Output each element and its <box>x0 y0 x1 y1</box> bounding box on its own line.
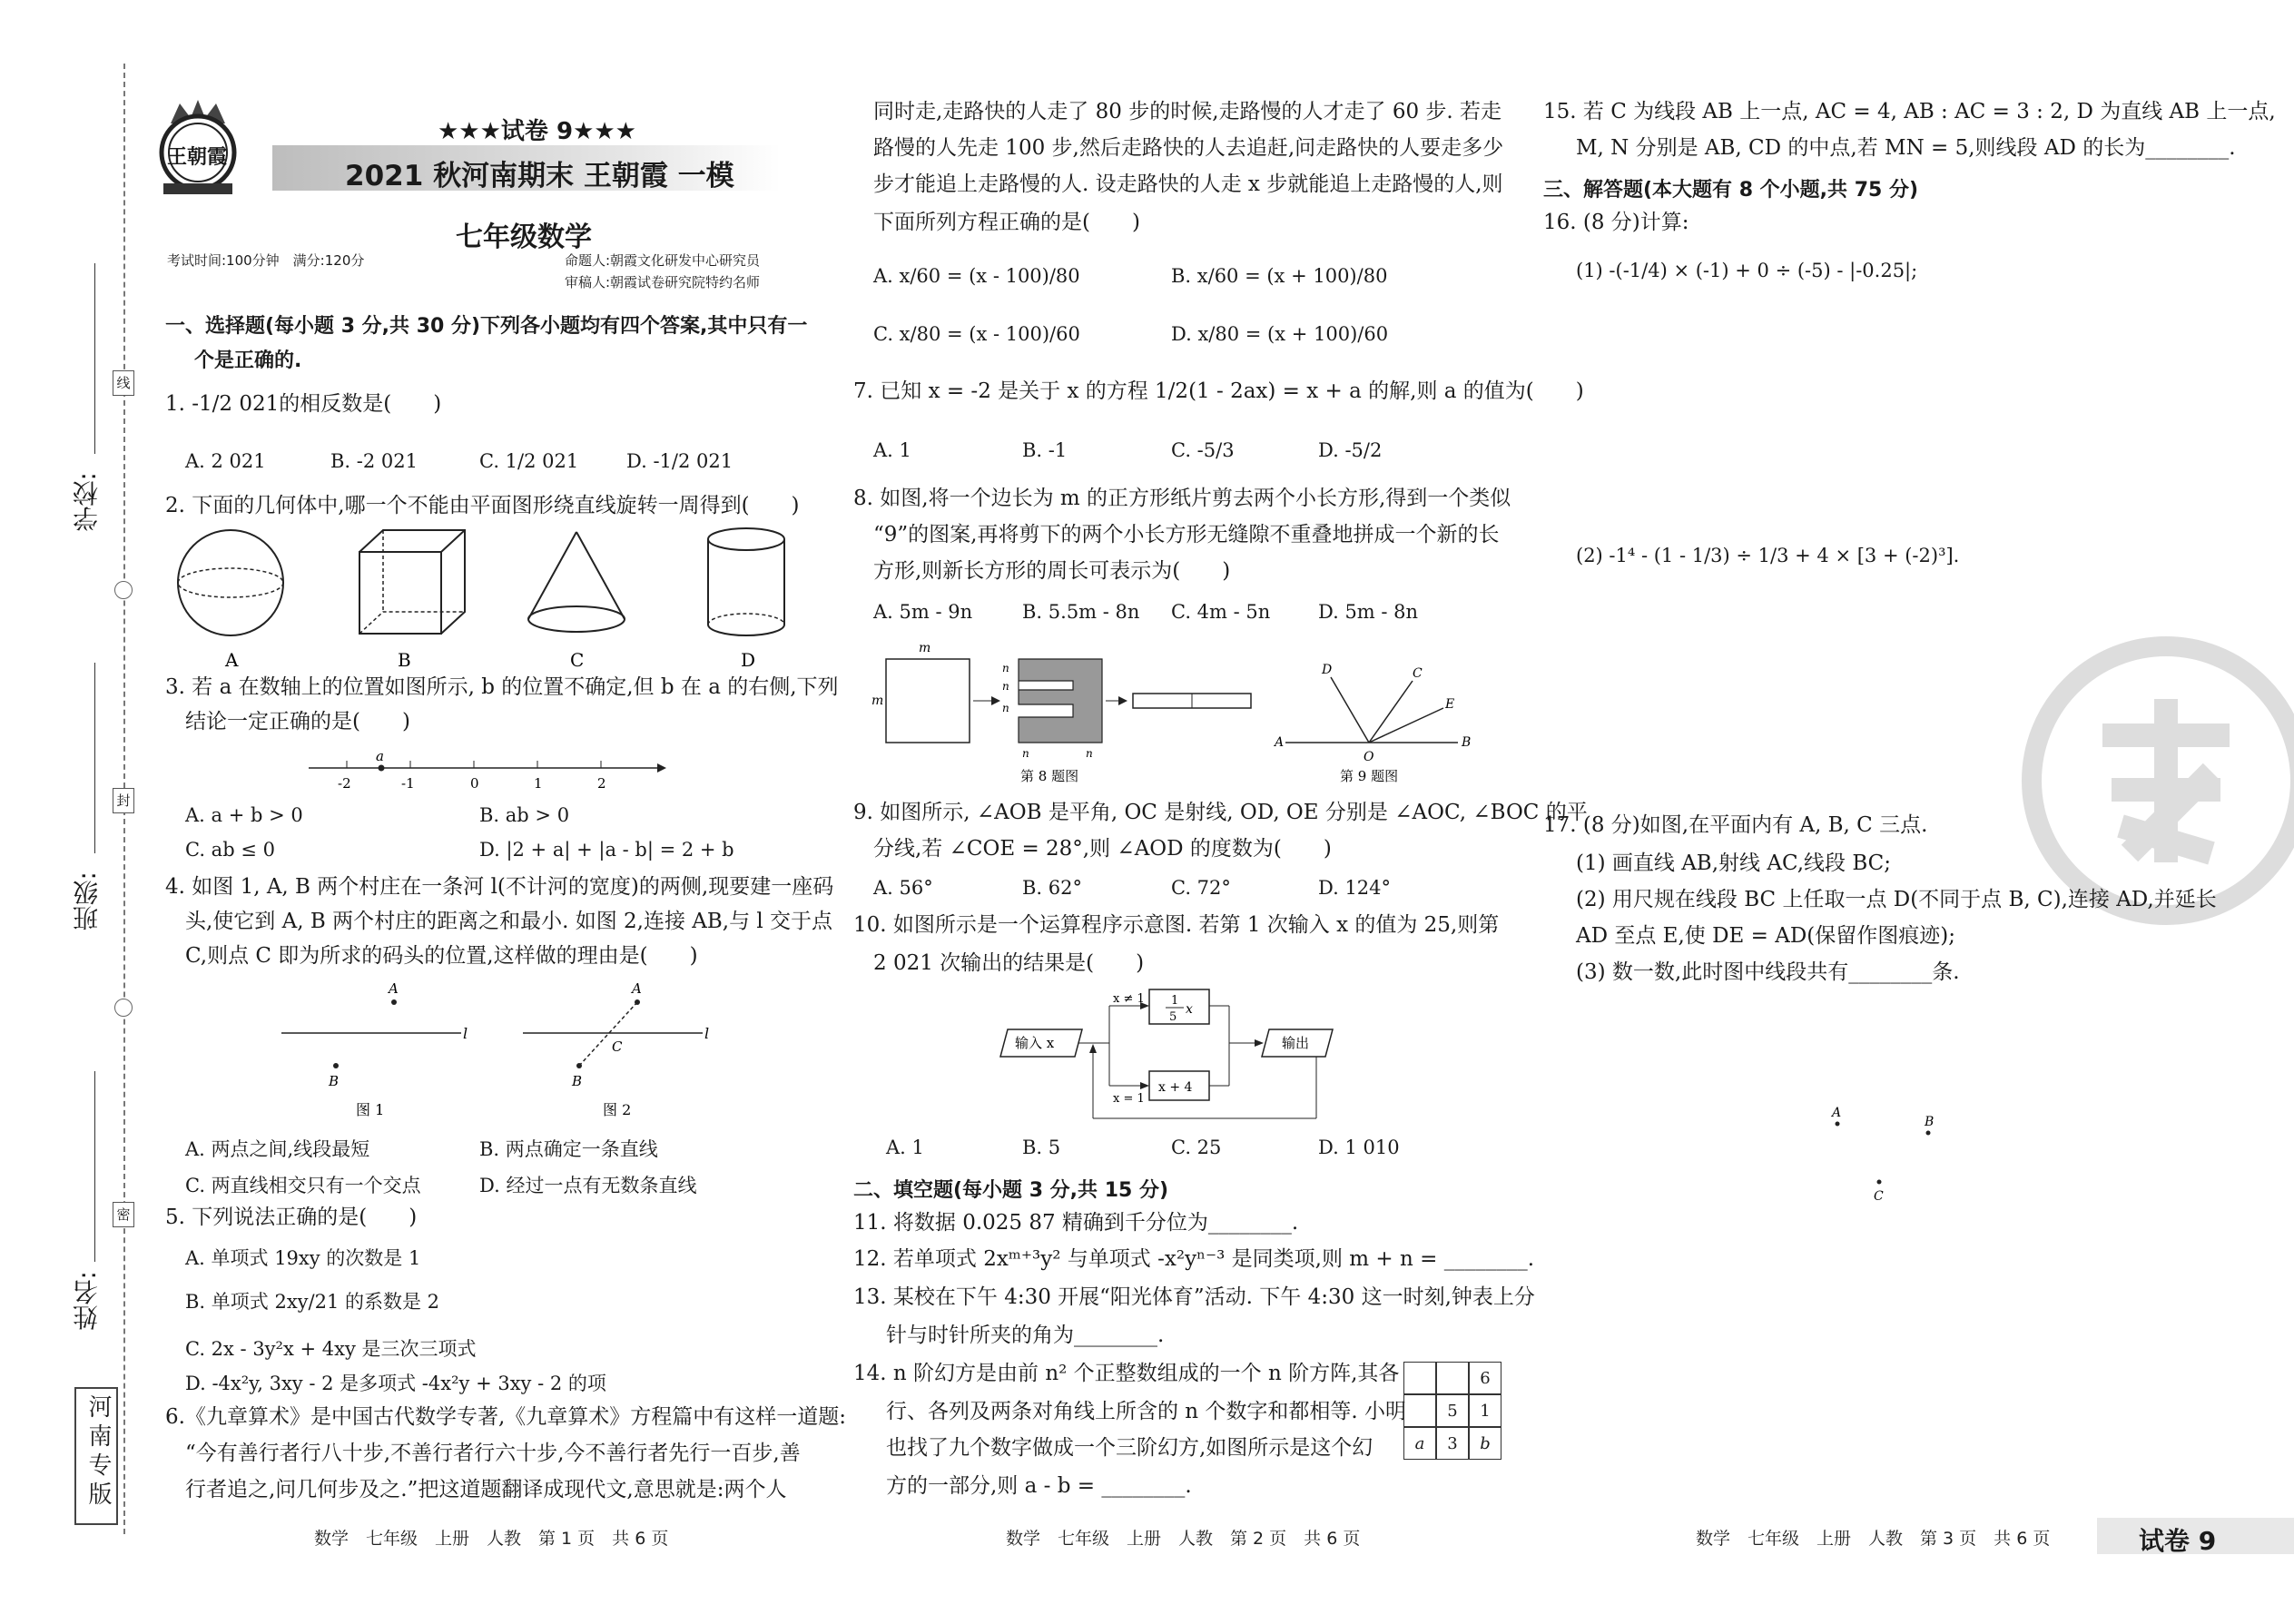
binding-hole-icon <box>114 581 133 599</box>
binding-hole-icon <box>114 999 133 1017</box>
q7-option-c[interactable]: C. -5/3 <box>1171 439 1235 461</box>
q13-line-1: 13. 某校在下午 4:30 开展“阳光体育”活动. 下午 4:30 这一时刻,钟表上分 <box>853 1285 1535 1309</box>
magic-cell: b <box>1469 1427 1501 1460</box>
q2-label-c: C <box>570 649 585 671</box>
q17-part-3: (3) 数一数,此时图中线段共有________条. <box>1576 960 1960 984</box>
magic-cell <box>1436 1362 1469 1394</box>
q1-option-a[interactable]: A. 2 021 <box>185 450 266 472</box>
q4-option-a[interactable]: A. 两点之间,线段最短 <box>185 1138 370 1160</box>
q17-point-label: B <box>1925 1115 1935 1129</box>
q8-line-1: 8. 如图,将一个边长为 m 的正方形纸片剪去两个小长方形,得到一个类似 <box>853 487 1511 510</box>
q11: 11. 将数据 0.025 87 精确到千分位为________. <box>853 1211 1299 1235</box>
q15-line-2: M, N 分别是 AB, CD 的中点,若 MN = 5,则线段 AD 的长为________. <box>1576 136 2236 160</box>
q14-line-4: 方的一部分,则 a - b = ________. <box>886 1474 1192 1498</box>
seal-feng: 封 <box>113 788 134 813</box>
q4-stem-1: 4. 如图 1, A, B 两个村庄在一条河 l(不计河的宽度)的两侧,现要建一座码 <box>165 875 834 899</box>
q6-line-3: 行者追之,问几何步及之.”把这道题翻译成现代文,意思就是:两个人 <box>185 1478 787 1501</box>
svg-text:n: n <box>1086 747 1093 760</box>
author-info: 命题人:朝霞文化研发中心研究员 <box>565 252 761 269</box>
q5-option-a[interactable]: A. 单项式 19xy 的次数是 1 <box>185 1247 421 1269</box>
q10-option-d[interactable]: D. 1 010 <box>1318 1137 1400 1158</box>
section1-title-cont: 个是正确的. <box>194 349 302 372</box>
q10-option-a[interactable]: A. 1 <box>886 1137 924 1158</box>
q10-op-2: x + 4 <box>1158 1080 1193 1095</box>
svg-text:C: C <box>612 1038 623 1055</box>
q3-tick-label: -2 <box>338 775 351 792</box>
section1-title: 一、选择题(每小题 3 分,共 30 分)下列各小题均有四个答案,其中只有一 <box>165 315 808 338</box>
point-a-dot <box>379 765 385 772</box>
q1-option-b[interactable]: B. -2 021 <box>330 450 418 472</box>
q9-line-2: 分线,若 ∠COE = 28°,则 ∠AOD 的度数为( ) <box>873 837 1332 861</box>
q8-option-c[interactable]: C. 4m - 5n <box>1171 601 1271 623</box>
q14-line-1: 14. n 阶幻方是由前 n² 个正整数组成的一个 n 阶方阵,其各 <box>853 1362 1400 1385</box>
seal-xian: 线 <box>113 370 134 396</box>
q6-option-a[interactable]: A. x/60 = (x - 100)/80 <box>873 265 1080 287</box>
footer-page-2: 数学 七年级 上册 人教 第 2 页 共 6 页 <box>1006 1529 1361 1549</box>
q3-option-b[interactable]: B. ab > 0 <box>479 804 570 826</box>
svg-text:n: n <box>1002 662 1009 674</box>
magic-cell: 6 <box>1469 1362 1501 1394</box>
svg-text:O: O <box>1364 750 1374 764</box>
q7-stem: 7. 已知 x = -2 是关于 x 的方程 1/2(1 - 2ax) = x + a 的解,则 a 的值为( ) <box>853 379 1584 403</box>
magic-cell: 5 <box>1436 1394 1469 1427</box>
svg-text:n: n <box>1002 680 1009 693</box>
q16-part-1: (1) -(-1/4) × (-1) + 0 ÷ (-5) - |-0.25|; <box>1576 260 1918 281</box>
q3-option-d[interactable]: D. |2 + a| + |a - b| = 2 + b <box>479 839 734 861</box>
magic-cell: 1 <box>1469 1394 1501 1427</box>
q14-magic-square <box>1403 1362 1501 1460</box>
q4-stem-3: C,则点 C 即为所求的码头的位置,这样做的理由是( ) <box>185 944 698 968</box>
q5-option-d[interactable]: D. -4x²y, 3xy - 2 是多项式 -4x²y + 3xy - 2 的项 <box>185 1373 606 1394</box>
sphere-icon <box>178 530 283 635</box>
svg-text:C: C <box>1413 666 1423 681</box>
exam-info: 考试时间:100分钟 满分:120分 <box>167 252 365 269</box>
q12: 12. 若单项式 2xᵐ⁺³y² 与单项式 -x²yⁿ⁻³ 是同类项,则 m + n = ________. <box>853 1247 1535 1271</box>
q10-option-b[interactable]: B. 5 <box>1022 1137 1061 1158</box>
q6-option-d[interactable]: D. x/80 = (x + 100)/60 <box>1171 323 1389 345</box>
q4-option-c[interactable]: C. 两直线相交只有一个交点 <box>185 1175 421 1196</box>
q14-line-2: 行、各列及两条对角线上所含的 n 个数字和都相等. 小明 <box>886 1400 1407 1423</box>
paper-title: 2021 秋河南期末 王朝霞 一模 <box>345 160 734 192</box>
svg-text:m: m <box>919 641 931 655</box>
svg-text:B: B <box>1462 735 1472 750</box>
q6-option-b[interactable]: B. x/60 = (x + 100)/80 <box>1171 265 1388 287</box>
q4-fig1-caption: 图 1 <box>356 1101 385 1118</box>
svg-text:n: n <box>1022 747 1029 760</box>
q6-line-4: 同时走,走路快的人走了 80 步的时候,走路慢的人才走了 60 步. 若走 <box>873 100 1502 123</box>
svg-text:5: 5 <box>1169 1010 1177 1024</box>
q7-option-d[interactable]: D. -5/2 <box>1318 439 1383 461</box>
q5-stem: 5. 下列说法正确的是( ) <box>165 1206 418 1229</box>
q10-cond-2: x = 1 <box>1113 1092 1145 1106</box>
q3-tick-label: -1 <box>401 775 415 792</box>
cylinder-icon <box>708 528 784 635</box>
q10-option-c[interactable]: C. 25 <box>1171 1137 1222 1158</box>
svg-text:l: l <box>704 1025 710 1042</box>
q9-option-a[interactable]: A. 56° <box>873 877 933 899</box>
q5-option-c[interactable]: C. 2x - 3y²x + 4xy 是三次三项式 <box>185 1338 477 1360</box>
q3-stem-1: 3. 若 a 在数轴上的位置如图所示, b 的位置不确定,但 b 在 a 的右侧,下列 <box>165 675 839 699</box>
q6-line-1: 6.《九章算术》是中国古代数学专著,《九章算术》方程篇中有这样一道题: <box>165 1405 847 1429</box>
svg-text:B: B <box>572 1073 583 1089</box>
magic-cell <box>1403 1362 1436 1394</box>
class-label: 班级: <box>72 871 102 931</box>
svg-text:x: x <box>1186 1002 1193 1017</box>
name-label: 姓名: <box>72 1271 102 1331</box>
q9-figure-caption: 第 9 题图 <box>1340 768 1399 784</box>
q9-option-d[interactable]: D. 124° <box>1318 877 1392 899</box>
svg-text:A: A <box>1275 735 1285 750</box>
svg-text:1: 1 <box>1171 994 1179 1008</box>
svg-text:l: l <box>463 1025 468 1042</box>
footer-paper-tag: 试卷 9 <box>2139 1526 2217 1556</box>
q2-label-b: B <box>398 649 411 671</box>
q3-option-a[interactable]: A. a + b > 0 <box>185 804 303 826</box>
q8-figure-caption: 第 8 题图 <box>1020 768 1079 784</box>
cube-icon <box>359 530 465 634</box>
svg-text:B: B <box>329 1073 340 1089</box>
q17-part-2: (2) 用尺规在线段 BC 上任取一点 D(不同于点 B, C),连接 AD,并延长 <box>1576 888 2217 911</box>
seal-mi: 密 <box>113 1202 134 1227</box>
q2-stem: 2. 下面的几何体中,哪一个不能由平面图形绕直线旋转一周得到( ) <box>165 494 800 517</box>
q17-points-figure <box>1816 1102 1961 1211</box>
q4-stem-2: 头,使它到 A, B 两个村庄的距离之和最小. 如图 2,连接 AB,与 l 交于点 <box>185 910 833 933</box>
class-underline <box>94 663 95 853</box>
logo-text: 王朝霞 <box>167 145 228 169</box>
q1-option-c[interactable]: C. 1/2 021 <box>479 450 579 472</box>
q16-part-2: (2) -1⁴ - (1 - 1/3) ÷ 1/3 + 4 × [3 + (-2)³]. <box>1576 545 1960 566</box>
q10-line-1: 10. 如图所示是一个运算程序示意图. 若第 1 次输入 x 的值为 25,则第 <box>853 913 1500 937</box>
q17-point-label: C <box>1874 1189 1884 1204</box>
reviewer-info: 审稿人:朝霞试卷研究院特约名师 <box>565 274 761 290</box>
q3-point-label: a <box>376 750 384 764</box>
secret-watermark <box>2021 635 2294 926</box>
magic-cell: a <box>1403 1427 1436 1460</box>
school-label: 学校: <box>72 472 102 532</box>
q3-tick-label: 0 <box>470 775 479 792</box>
q2-label-a: A <box>225 649 239 671</box>
q17-part-2-cont: AD 至点 E,使 DE = AD(保留作图痕迹); <box>1576 924 1955 948</box>
q6-line-2: “今有善行者行八十步,不善行者行六十步,今不善行者先行一百步,善 <box>185 1442 801 1465</box>
q4-option-b[interactable]: B. 两点确定一条直线 <box>479 1138 658 1160</box>
q3-option-c[interactable]: C. ab ≤ 0 <box>185 839 275 861</box>
q2-label-d: D <box>741 649 756 671</box>
svg-text:m: m <box>871 694 884 708</box>
q8-option-b[interactable]: B. 5.5m - 8n <box>1022 601 1140 623</box>
q17-stem: 17. (8 分)如图,在平面内有 A, B, C 三点. <box>1543 813 1928 837</box>
q8-option-d[interactable]: D. 5m - 8n <box>1318 601 1419 623</box>
edition-tag: 河南专版 <box>74 1387 118 1525</box>
q8-q9-figures <box>868 639 1485 793</box>
svg-text:A: A <box>632 980 642 997</box>
logo-badge <box>153 96 243 196</box>
q10-flowchart <box>993 988 1374 1124</box>
q10-cond-1: x ≠ 1 <box>1113 992 1145 1006</box>
name-underline <box>94 1071 95 1262</box>
q10-line-2: 2 021 次输出的结果是( ) <box>873 951 1145 975</box>
q3-stem-2: 结论一定正确的是( ) <box>185 710 410 733</box>
q3-number-line <box>300 750 672 795</box>
q7-option-b[interactable]: B. -1 <box>1022 439 1068 461</box>
q9-option-b[interactable]: B. 62° <box>1022 877 1083 899</box>
secret-seal-icon <box>2021 635 2294 926</box>
q3-tick-label: 1 <box>534 775 543 792</box>
q17-point-label: A <box>1832 1106 1842 1120</box>
q13-line-2: 针与时针所夹的角为________. <box>886 1324 1165 1347</box>
q7-option-a[interactable]: A. 1 <box>873 439 911 461</box>
section3-title: 三、解答题(本大题有 8 个小题,共 75 分) <box>1543 179 1919 202</box>
footer-page-3: 数学 七年级 上册 人教 第 3 页 共 6 页 <box>1696 1529 2051 1549</box>
section2-title: 二、填空题(每小题 3 分,共 15 分) <box>853 1179 1169 1202</box>
q4-figures <box>272 977 726 1122</box>
q1-option-d[interactable]: D. -1/2 021 <box>626 450 733 472</box>
q10-input-label: 输入 x <box>1015 1035 1055 1051</box>
q17-part-1: (1) 画直线 AB,射线 AC,线段 BC; <box>1576 851 1892 875</box>
q10-output-label: 输出 <box>1282 1035 1310 1051</box>
q3-tick-label: 2 <box>597 775 606 792</box>
q1-stem: 1. -1/2 021的相反数是( ) <box>165 392 442 416</box>
q16-stem: 16. (8 分)计算: <box>1543 211 1689 234</box>
magic-cell: 3 <box>1436 1427 1469 1460</box>
q2-solids-figure <box>172 525 808 679</box>
q9-option-c[interactable]: C. 72° <box>1171 877 1231 899</box>
q4-fig2-caption: 图 2 <box>603 1101 632 1118</box>
q14-line-3: 也找了九个数字做成一个三阶幻方,如图所示是这个幻 <box>886 1436 1373 1460</box>
subject-title: 七年级数学 <box>456 221 592 253</box>
q8-line-3: 方形,则新长方形的周长可表示为( ) <box>873 559 1231 583</box>
magic-cell <box>1403 1394 1436 1427</box>
footer-page-1: 数学 七年级 上册 人教 第 1 页 共 6 页 <box>314 1529 669 1549</box>
q4-option-d[interactable]: D. 经过一点有无数条直线 <box>479 1175 697 1196</box>
svg-text:E: E <box>1445 697 1455 712</box>
q5-option-b[interactable]: B. 单项式 2xy/21 的系数是 2 <box>185 1291 440 1313</box>
q6-line-6: 步才能追上走路慢的人. 设走路快的人走 x 步就能追上走路慢的人,则 <box>873 172 1503 196</box>
svg-text:A: A <box>389 980 399 997</box>
svg-text:n: n <box>1002 702 1009 714</box>
school-underline <box>94 263 95 454</box>
paper-series: ★★★试卷 9★★★ <box>438 118 636 145</box>
q6-line-7: 下面所列方程正确的是( ) <box>873 211 1140 234</box>
q6-line-5: 路慢的人先走 100 步,然后走路快的人去追赶,问走路快的人要走多少 <box>873 136 1504 160</box>
q9-line-1: 9. 如图所示, ∠AOB 是平角, OC 是射线, OD, OE 分别是 ∠AOC, ∠BOC 的平 <box>853 801 1588 824</box>
svg-text:D: D <box>1322 663 1333 677</box>
q8-line-2: “9”的图案,再将剪下的两个小长方形无缝隙不重叠地拼成一个新的长 <box>873 523 1500 546</box>
q15-line-1: 15. 若 C 为线段 AB 上一点, AC = 4, AB : AC = 3 : 2, D 为直线 AB 上一点, <box>1543 100 2276 123</box>
q6-option-c[interactable]: C. x/80 = (x - 100)/60 <box>873 323 1080 345</box>
q8-option-a[interactable]: A. 5m - 9n <box>873 601 973 623</box>
cone-icon <box>528 532 625 632</box>
